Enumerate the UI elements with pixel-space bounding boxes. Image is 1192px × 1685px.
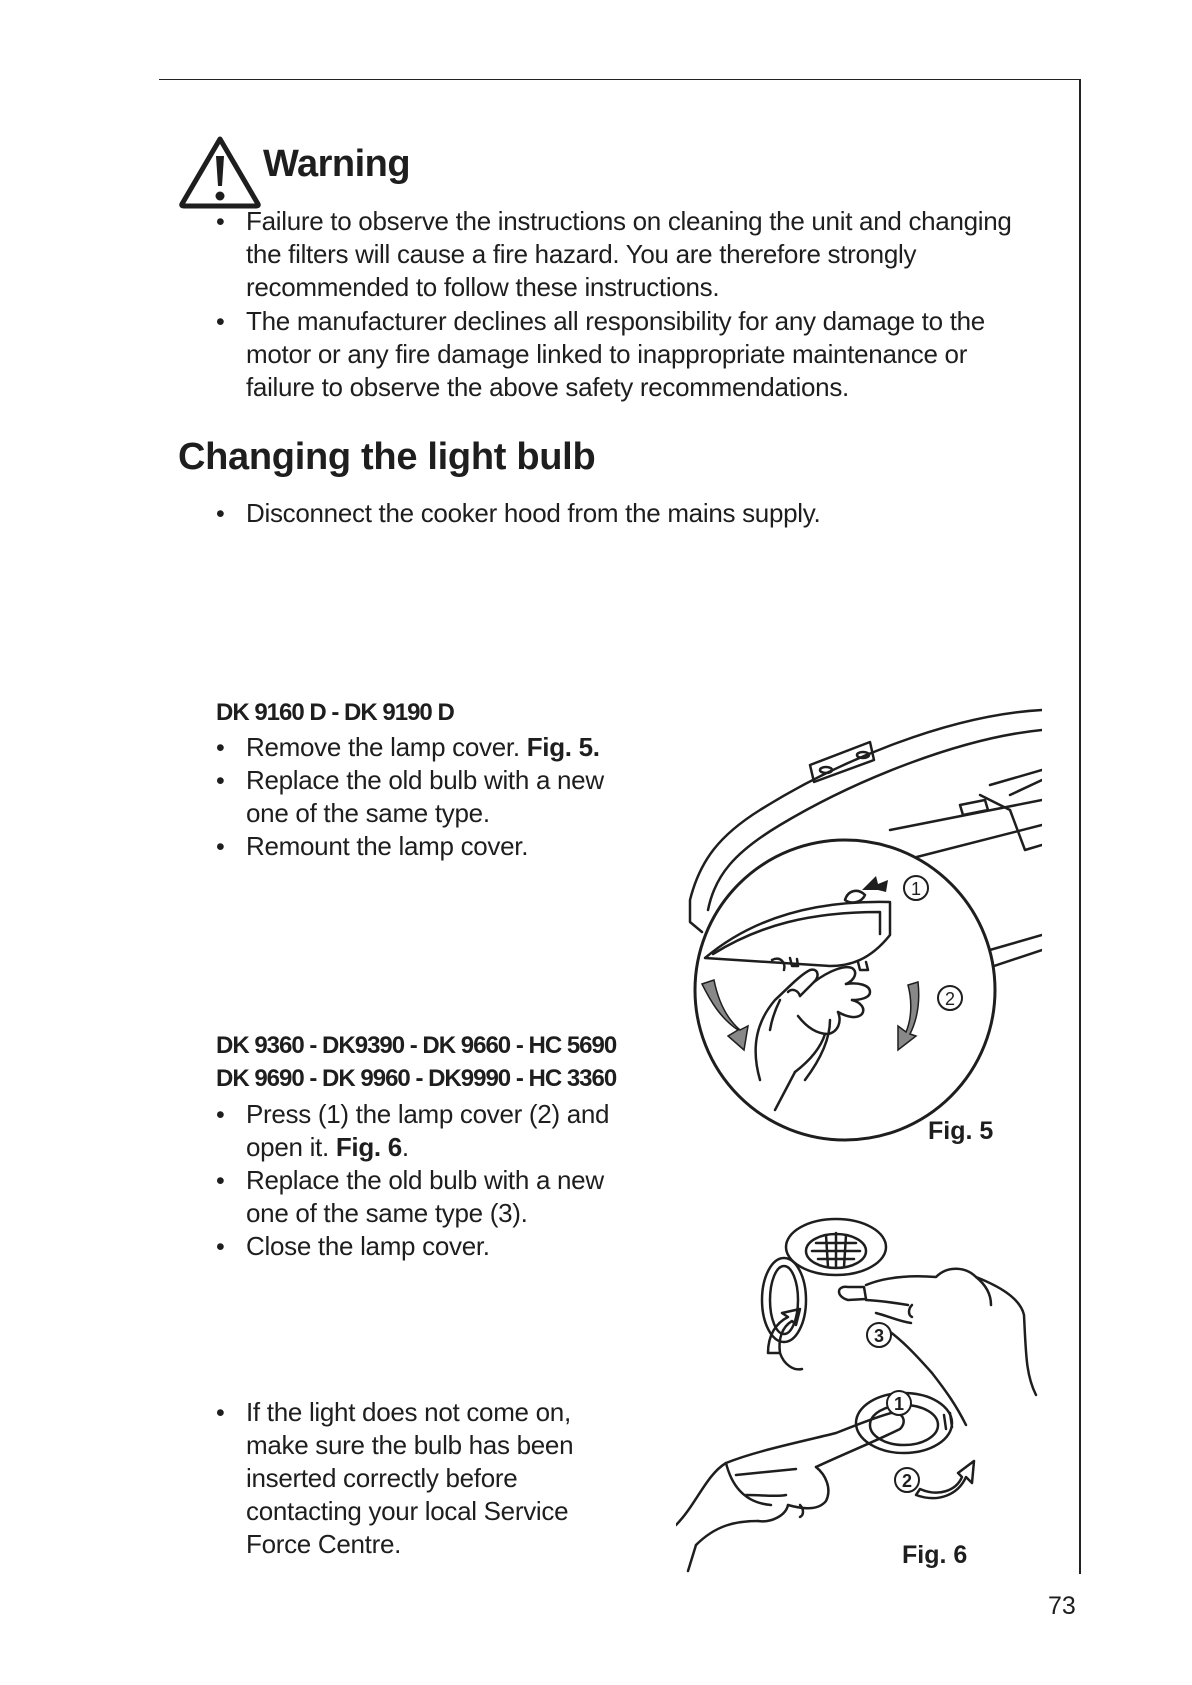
warning-bullet-2-line-3: failure to observe the above safety recommendations. <box>246 372 849 402</box>
fig5-label: Fig. 5 <box>928 1117 994 1145</box>
models-b-heading-line-2: DK 9690 - DK 9960 - DK9990 - HC 3360 <box>216 1065 617 1092</box>
fig5-callout-2: 2 <box>944 989 956 1009</box>
models-b-step-1-line-2: open it. Fig. 6. <box>246 1132 409 1162</box>
top-rule <box>159 79 1080 80</box>
warning-title: Warning <box>263 143 411 185</box>
note-line-4: contacting your local Service <box>246 1496 569 1526</box>
models-b-step-3: Close the lamp cover. <box>246 1231 490 1261</box>
warning-bullet-2-line-2: motor or any fire damage linked to inappropriate maintenance or <box>246 339 968 369</box>
models-b-step-1-line-1: Press (1) the lamp cover (2) and <box>246 1099 610 1129</box>
models-a-step-1: Remove the lamp cover. Fig. 5. <box>246 732 600 762</box>
models-b-step-2-line-1: Replace the old bulb with a new <box>246 1165 604 1195</box>
bullet-dot: • <box>216 1233 225 1261</box>
models-a-heading: DK 9160 D - DK 9190 D <box>216 699 454 726</box>
fig6-callout-3: 3 <box>873 1326 885 1346</box>
models-a-step-2-line-2: one of the same type. <box>246 798 490 828</box>
bullet-dot: • <box>216 734 225 762</box>
fig6-callout-1: 1 <box>893 1394 905 1414</box>
bullet-dot: • <box>216 500 225 528</box>
bullet-dot: • <box>216 1101 225 1129</box>
models-b-step-2-line-2: one of the same type (3). <box>246 1198 528 1228</box>
models-b-heading-line-1: DK 9360 - DK9390 - DK 9660 - HC 5690 <box>216 1032 617 1059</box>
fig5-illustration <box>680 700 1042 1150</box>
note-line-3: inserted correctly before <box>246 1463 518 1493</box>
warning-bullet-1-line-1: Failure to observe the instructions on cleaning the unit and changing <box>246 206 1012 236</box>
bullet-dot: • <box>216 1167 225 1195</box>
warning-triangle-icon <box>178 134 262 210</box>
page-number: 73 <box>1048 1592 1076 1620</box>
warning-bullet-1-line-3: recommended to follow these instructions. <box>246 272 720 302</box>
bullet-dot: • <box>216 308 225 336</box>
right-rule <box>1079 79 1081 1574</box>
models-a-step-2-line-1: Replace the old bulb with a new <box>246 765 604 795</box>
disconnect-instruction: Disconnect the cooker hood from the mains supply. <box>246 498 821 528</box>
models-a-step-3: Remount the lamp cover. <box>246 831 529 861</box>
bullet-dot: • <box>216 767 225 795</box>
fig6-callout-2: 2 <box>901 1471 913 1491</box>
fig6-illustration <box>676 1205 1046 1575</box>
bullet-dot: • <box>216 208 225 236</box>
bullet-dot: • <box>216 1399 225 1427</box>
warning-bullet-1-line-2: the filters will cause a fire hazard. You are therefore strongly <box>246 239 917 269</box>
fig6-label: Fig. 6 <box>902 1541 968 1569</box>
section-title: Changing the light bulb <box>178 436 596 478</box>
warning-bullet-2-line-1: The manufacturer declines all responsibility for any damage to the <box>246 306 985 336</box>
bullet-dot: • <box>216 833 225 861</box>
note-line-1: If the light does not come on, <box>246 1397 571 1427</box>
fig5-callout-1: 1 <box>910 879 922 899</box>
note-line-2: make sure the bulb has been <box>246 1430 574 1460</box>
note-line-5: Force Centre. <box>246 1529 402 1559</box>
